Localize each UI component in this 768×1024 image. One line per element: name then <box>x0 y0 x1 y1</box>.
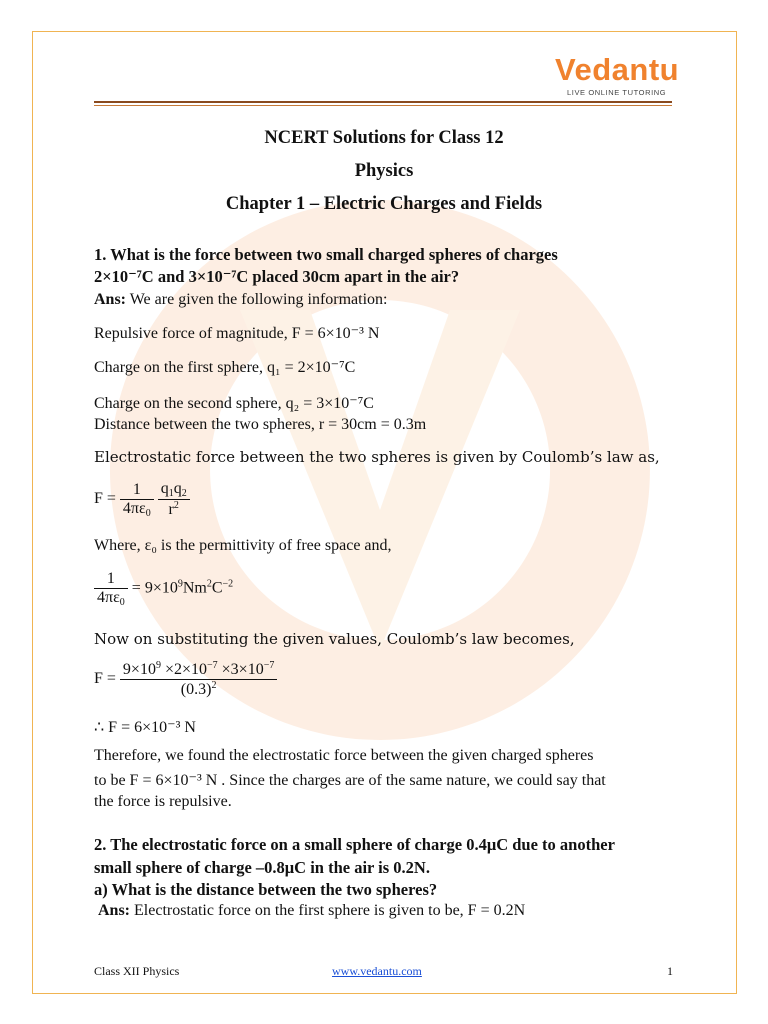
coulomb-formula: F = $\frac{1}{4\pi\varepsilon_0}$ $\frac{q_1q_2}{r^2}$ <box>94 480 190 519</box>
given-force: Repulsive force of magnitude, F = 6×10⁻³ N <box>94 325 380 342</box>
logo-tagline: LIVE ONLINE TUTORING <box>567 88 667 97</box>
answer-label: Ans: <box>94 291 127 308</box>
conclusion-line-1: Therefore, we found the electrostatic force between the given charged spheres <box>94 747 594 764</box>
conclusion-line-3: the force is repulsive. <box>94 793 232 810</box>
answer-2-intro <box>98 902 525 920</box>
chapter-title: Chapter 1 – Electric Charges and Fields <box>225 194 543 214</box>
question-1-line-2: 2×10⁻⁷C and 3×10⁻⁷C placed 30cm apart in the air? <box>94 267 460 286</box>
doc-title: NCERT Solutions for Class 12 <box>264 128 504 148</box>
substitution-formula: F = $\frac{9\times 10^9 \times 2\times 10^{-7} \times 3\times 10^{-7}}{(0.3)^2}$ <box>94 660 277 699</box>
footer-class: Class XII Physics <box>94 964 180 978</box>
subject-title: Physics <box>354 161 414 181</box>
question-2-line-1: 2. The electrostatic force on a small sphere of charge 0.4μC due to another <box>94 835 615 854</box>
given-charge-1: Charge on the first sphere, q₁ = 2×10⁻⁷C <box>94 359 356 376</box>
permittivity-formula: $\frac{1}{4\pi\varepsilon_0}$ = $9\times 10^9Nm^2C^{-2}$ <box>94 570 233 608</box>
page-number: 1 <box>667 964 673 978</box>
given-charge-2: Charge on the second sphere, q₂ = 3×10⁻⁷C <box>94 395 374 412</box>
conclusion-line-2: to be F = 6×10⁻³ N . Since the charges are of the same nature, we could say that <box>94 772 606 789</box>
result-formula: ∴ F = 6×10⁻³ N <box>94 719 196 736</box>
question-2-line-2: small sphere of charge –0.8μC in the air is 0.2N. <box>94 858 430 877</box>
permittivity-text: Where, ε₀ is the permittivity of free space and, <box>94 537 392 554</box>
answer-1-intro <box>94 291 387 309</box>
formula-fraction: $\frac{1}{4\pi\varepsilon_0}$ <box>94 570 128 608</box>
question-2a: a) What is the distance between the two spheres? <box>94 880 438 899</box>
substitution-statement: Now on substituting the given values, Coulomb’s law becomes, <box>94 630 575 648</box>
vedantu-logo <box>555 54 679 97</box>
header-rule <box>94 101 672 103</box>
formula-fraction: $\frac{q_1q_2}{r^2}$ <box>158 480 190 519</box>
answer-label: Ans: <box>98 902 131 919</box>
coulomb-statement: Electrostatic force between the two spheres is given by Coulomb’s law as, <box>94 448 660 466</box>
formula-fraction: $\frac{9\times 10^9 \times 2\times 10^{-7} \times 3\times 10^{-7}}{(0.3)^2}$ <box>120 660 277 699</box>
question-1-line-1: 1. What is the force between two small charged spheres of charges <box>94 245 558 264</box>
logo-wordmark: Vedantu <box>555 52 680 87</box>
header-rule-thin <box>94 105 672 106</box>
answer-1-text: We are given the following information: <box>129 291 388 308</box>
given-distance: Distance between the two spheres, r = 30cm = 0.3m <box>94 416 427 433</box>
answer-2-text: Electrostatic force on the first sphere is given to be, F = 0.2N <box>134 902 526 919</box>
formula-fraction: $\frac{1}{4\pi\varepsilon_0}$ <box>120 481 154 519</box>
footer-website-link[interactable]: www.vedantu.com <box>332 964 422 978</box>
